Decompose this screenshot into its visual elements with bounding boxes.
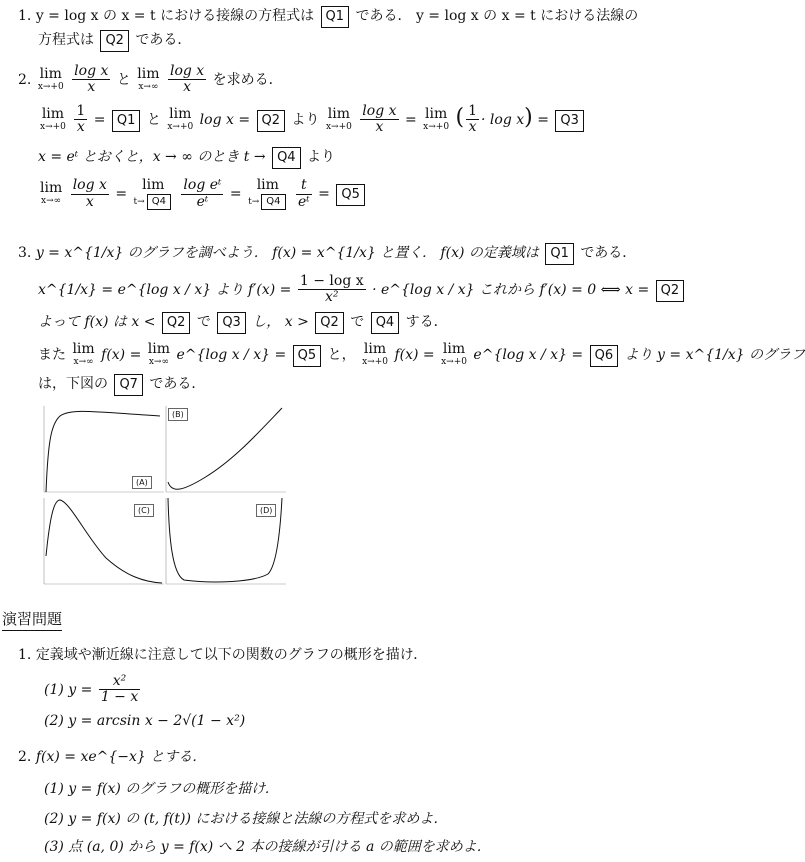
exercise-2-3: (3) 点 (a, 0) から y = f(x) へ 2 本の接線が引ける a の範囲を求めよ． [44,839,491,855]
problem-2-line-2: lim x→+0 $\frac{1}{x}$ = Q1 と lim x→+0 log x = Q2 より lim x→+0 $\frac{\text{log x}}{x}$ = lim x→+0 ( $\frac{1}{x}$ · log x) = Q3 [38,104,586,136]
graph-a [36,402,164,496]
exercise-2-line: 2. f(x) = xe^{−x} とする． [18,749,207,765]
fraction-logx-over-x: $\frac{\text{log x}}{x}$ [74,63,109,96]
graph-d [164,496,286,588]
fraction-logx-over-x-2: $\frac{\text{log x}}{x}$ [169,63,205,96]
answer-box-q4-sub-1[interactable]: Q4 [147,194,171,210]
graph-c [36,496,164,588]
exercise-1-line: 1. 定義域や漸近線に注意して以下の関数のグラフの概形を描け． [18,647,428,663]
answer-box-q1[interactable]: Q1 [321,6,350,28]
problem-1-line-1: 1. y = log x の x = t における接線の方程式は Q1 である． y = log x の x = t における法線の [18,6,638,28]
problem-3-line-1: 3. y = x^{1/x} のグラフを調べよう． f(x) = x^{1/x} と置く． f(x) の定義域は Q1 である． [18,243,636,265]
answer-box-q1-p2[interactable]: Q1 [112,110,141,132]
exercise-2-1: (1) y = f(x) のグラフの概形を描け． [44,781,279,797]
exercise-1-1: (1) y = $\frac{\text{x²}}{1 - x}$ [44,673,139,706]
exercise-title: 演習問題 [2,608,62,631]
problem-1-line-2: 方程式は Q2 である． [38,30,191,52]
answer-box-q4-sub-2[interactable]: Q4 [261,194,285,210]
problem-2-line-1: 2. lim x→+0 $\frac{\text{log x}}{x}$ と lim x→∞ $\frac{\text{log x}}{x}$ を求める． [18,63,283,96]
answer-box-q3-p3[interactable]: Q3 [217,312,246,334]
answer-box-q5-p3[interactable]: Q5 [293,345,322,367]
answer-box-q6-p3[interactable]: Q6 [590,345,619,367]
answer-box-q7-p3[interactable]: Q7 [114,374,143,396]
problem-3-line-5: は，下図の Q7 である． [38,374,205,396]
answer-box-q5-p2[interactable]: Q5 [336,184,365,206]
answer-box-q4-p2[interactable]: Q4 [272,147,301,169]
graph-d-label: (D) [256,504,276,517]
answer-box-q2[interactable]: Q2 [100,30,129,52]
problem-2-line-4: lim x→∞ $\frac{\text{log x}}{x}$ = lim t→ Q4 $\frac{\text{log eᵗ}}{\text{eᵗ}}$ = lim t→ Q4 $\frac{t}{\text{eᵗ}}$ = Q5 [38,178,367,210]
graph-b-label: (B) [168,408,188,421]
exercise-1-2: (2) y = arcsin x − 2√(1 − x²) [44,713,246,729]
answer-box-q2-p3-c[interactable]: Q2 [315,312,344,334]
graph-b [164,402,286,496]
exercise-2-2: (2) y = f(x) の (t, f(t)) における接線と法線の方程式を求めよ． [44,811,448,827]
answer-box-q2-p2[interactable]: Q2 [257,110,286,132]
problem-2-line-3: x = eᵗ とおくと，x → ∞ のとき t → Q4 より [38,147,335,169]
limit-plus-zero: lim x→+0 [37,65,64,93]
answer-box-q3-p2[interactable]: Q3 [555,110,584,132]
graph-c-label: (C) [134,504,154,517]
answer-box-q2-p3-b[interactable]: Q2 [162,312,191,334]
problem-3-line-2: x^{1/x} = e^{log x / x} より f′(x) = $\frac{\text{1 − log x}}{\text{x²}}$ · e^{log x / x} これから f′(x) = 0 ⟺ x = Q2 [38,274,686,306]
answer-box-q2-p3[interactable]: Q2 [656,280,685,302]
limit-infinity: lim x→∞ [137,65,160,93]
problem-3-line-4: また lim x→∞ f(x) = lim x→∞ e^{log x / x} = Q5 と， lim x→+0 f(x) = lim x→+0 e^{log x / x} = Q6 より y = x^{1/x} のグラフ [38,341,805,368]
answer-box-q1-p3[interactable]: Q1 [545,243,574,265]
answer-box-q4-p3[interactable]: Q4 [371,312,400,334]
problem-3-line-3: よって f(x) は x < Q2 で Q3 し， x > Q2 で Q4 する． [38,312,448,334]
graph-a-label: (A) [132,476,152,489]
